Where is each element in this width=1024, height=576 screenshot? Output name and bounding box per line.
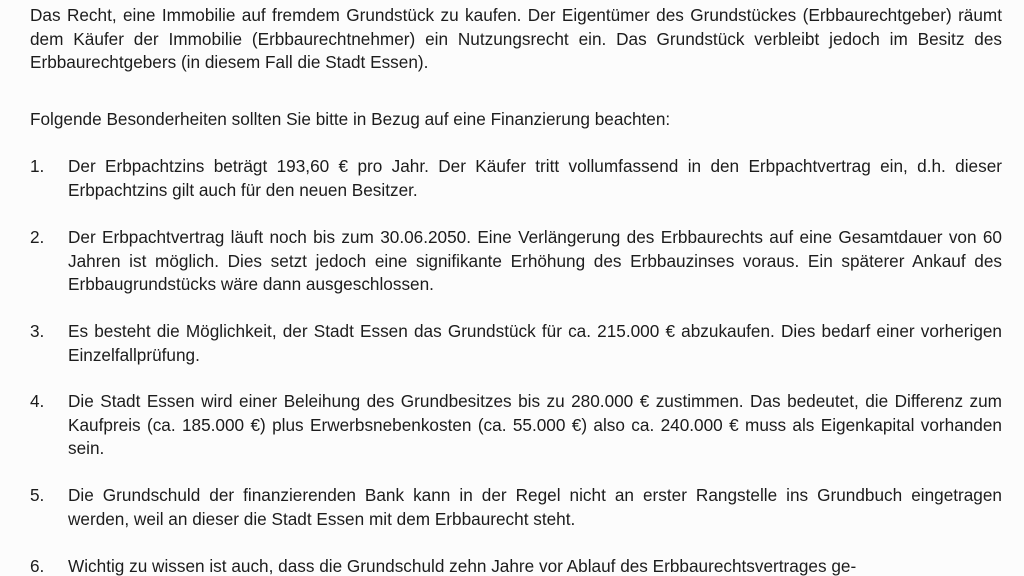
list-item-number: 4. (30, 391, 45, 411)
list-item (30, 320, 1002, 367)
list-item-text: Der Erbpachtvertrag läuft noch bis zum 30.06.2050. Eine Verlängerung des Erbbaurechts auf eine Gesamtdauer von 60 Jahren ist möglich. Dies setzt jedoch eine signifikante Erhöhung des Erbbauzinses voraus. Ein späterer Ankauf des Erbbaugrundstücks wäre dann ausgeschlossen. (68, 227, 1002, 294)
list-item (30, 155, 1002, 202)
list-item (30, 484, 1002, 531)
list-item-text: Wichtig zu wissen ist auch, dass die Grundschuld zehn Jahre vor Ablauf des Erbbaurechtsvertrages ge- (68, 556, 857, 576)
list-item-number: 6. (30, 556, 45, 576)
list-item-text: Der Erbpachtzins beträgt 193,60 € pro Jahr. Der Käufer tritt vollumfassend in den Erbpachtvertrag ein, d.h. dieser Erbpachtzins gilt auch für den neuen Besitzer. (68, 156, 1002, 200)
list-item-number: 1. (30, 156, 45, 176)
list-item-text: Die Grundschuld der finanzierenden Bank kann in der Regel nicht an erster Rangstelle ins Grundbuch eingetragen werden, weil an dieser die Stadt Essen mit dem Erbbaurecht steht. (68, 485, 1002, 529)
list-item (30, 226, 1002, 297)
list-item (30, 555, 1002, 576)
list-item-number: 2. (30, 227, 45, 247)
lead-paragraph: Folgende Besonderheiten sollten Sie bitte in Bezug auf eine Finanzierung beachten: (30, 109, 671, 129)
list-item-number: 5. (30, 485, 45, 505)
list-item-number: 3. (30, 321, 45, 341)
list-item (30, 390, 1002, 461)
list-item-text: Es besteht die Möglichkeit, der Stadt Essen das Grundstück für ca. 215.000 € abzukaufen. Dies bedarf einer vorherigen Einzelfallprüfung. (68, 321, 1002, 365)
intro-paragraph: Das Recht, eine Immobilie auf fremdem Grundstück zu kaufen. Der Eigentümer des Grundstückes (Erbbaurechtgeber) räumt dem Käufer der Immobilie (Erbbaurechtnehmer) ein Nutzungsrecht ein. Das Grundstück verbleibt jedoch im Besitz des Erbbaurechtgebers (in diesem Fall die Stadt Essen). (30, 5, 1002, 72)
list-item-text: Die Stadt Essen wird einer Beleihung des Grundbesitzes bis zu 280.000 € zustimmen. Das bedeutet, die Differenz zum Kaufpreis (ca. 185.000 €) plus Erwerbsnebenkosten (ca. 55.000 €) also ca. 240.000 € muss als Eigenkapital vorhanden sein. (68, 391, 1002, 458)
